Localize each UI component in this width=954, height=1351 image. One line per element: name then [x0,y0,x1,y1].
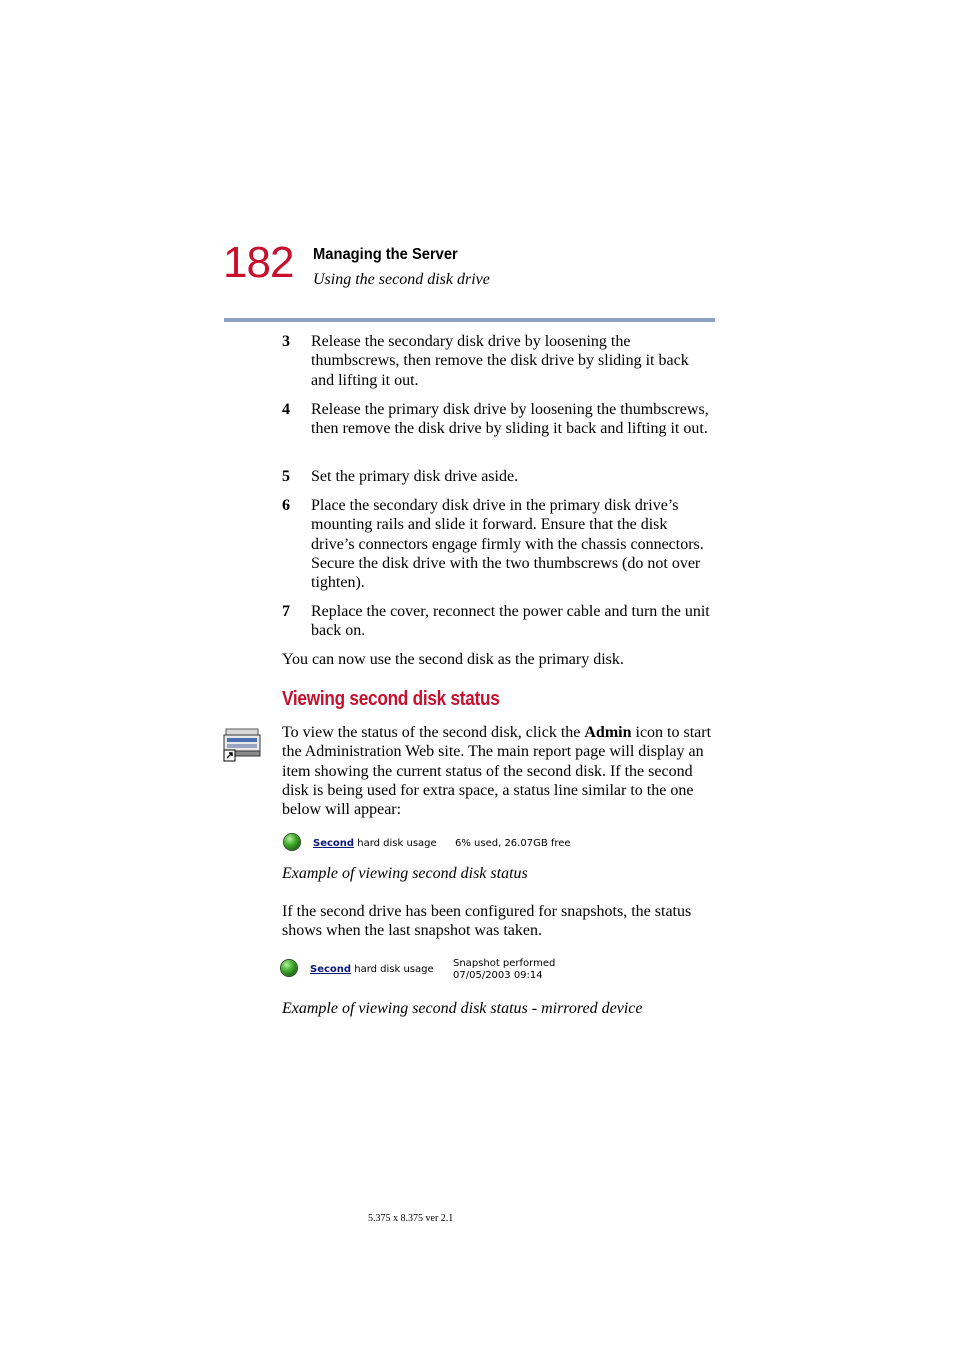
status-line-2 [310,964,434,976]
status-label: hard disk usage [357,838,437,849]
step-number: 3 [282,333,290,350]
status-green-dot [281,960,297,976]
step-text: Place the secondary disk drive in the primary disk drive’s mounting rails and slide it forward. Ensure that the disk drive’s connectors engage firmly with the chassis connectors. Secure the disk drive with the two thumbscrews (do not over tighten). [311,497,704,592]
step-5 [282,467,714,486]
step-number: 6 [282,497,290,514]
step-number: 7 [282,603,290,620]
caption-1: Example of viewing second disk status [282,865,528,882]
step-7 [282,602,714,641]
status-value: 6% used, 26.07GB free [455,838,571,849]
snapshot-label: Snapshot performed [453,958,556,969]
second-disk-link[interactable]: Second [313,838,355,849]
step-text: Release the secondary disk drive by loosening the thumbscrews, then remove the disk drive by sliding it back and lifting it out. [311,333,689,389]
section-heading: Viewing second disk status [282,688,500,710]
step-6 [282,496,714,592]
status-green-dot [284,834,300,850]
step-text: Release the primary disk drive by loosening the thumbscrews, then remove the disk drive by sliding it back and lifting it out. [311,401,709,438]
header-rule [224,318,715,322]
second-disk-link[interactable]: Second [310,964,352,975]
snapshot-status-value [453,958,555,982]
intro-text-end: icon to start the Administration Web site. The main report page will display an item showing the current status of the second disk. If the second disk is being used for extra space, a status line similar to the one below will appear: [282,724,712,819]
step-3 [282,332,714,390]
step-number: 4 [282,401,290,418]
admin-bold-label: Admin [584,724,632,741]
admin-shortcut-icon [223,728,261,762]
caption-2: Example of viewing second disk status - mirrored device [282,1000,643,1017]
status-label: hard disk usage [354,964,434,975]
chapter-title: Managing the Server [313,246,458,263]
snapshot-timestamp: 07/05/2003 09:14 [453,970,543,981]
section-intro-paragraph [282,723,716,819]
step-text: Replace the cover, reconnect the power cable and turn the unit back on. [311,603,710,640]
page-number: 182 [223,238,294,287]
step-text: Set the primary disk drive aside. [311,468,519,485]
step-4 [282,400,714,439]
snapshot-paragraph: If the second drive has been configured for snapshots, the status shows when the last snapshot was taken. [282,903,692,940]
intro-text-start: To view the status of the second disk, click the [282,724,585,741]
step-number: 5 [282,468,290,485]
status-line-1 [313,838,437,850]
running-section-title: Using the second disk drive [313,271,490,288]
after-steps-paragraph: You can now use the second disk as the primary disk. [282,651,624,668]
footer-version: 5.375 x 8.375 ver 2.1 [368,1213,454,1224]
